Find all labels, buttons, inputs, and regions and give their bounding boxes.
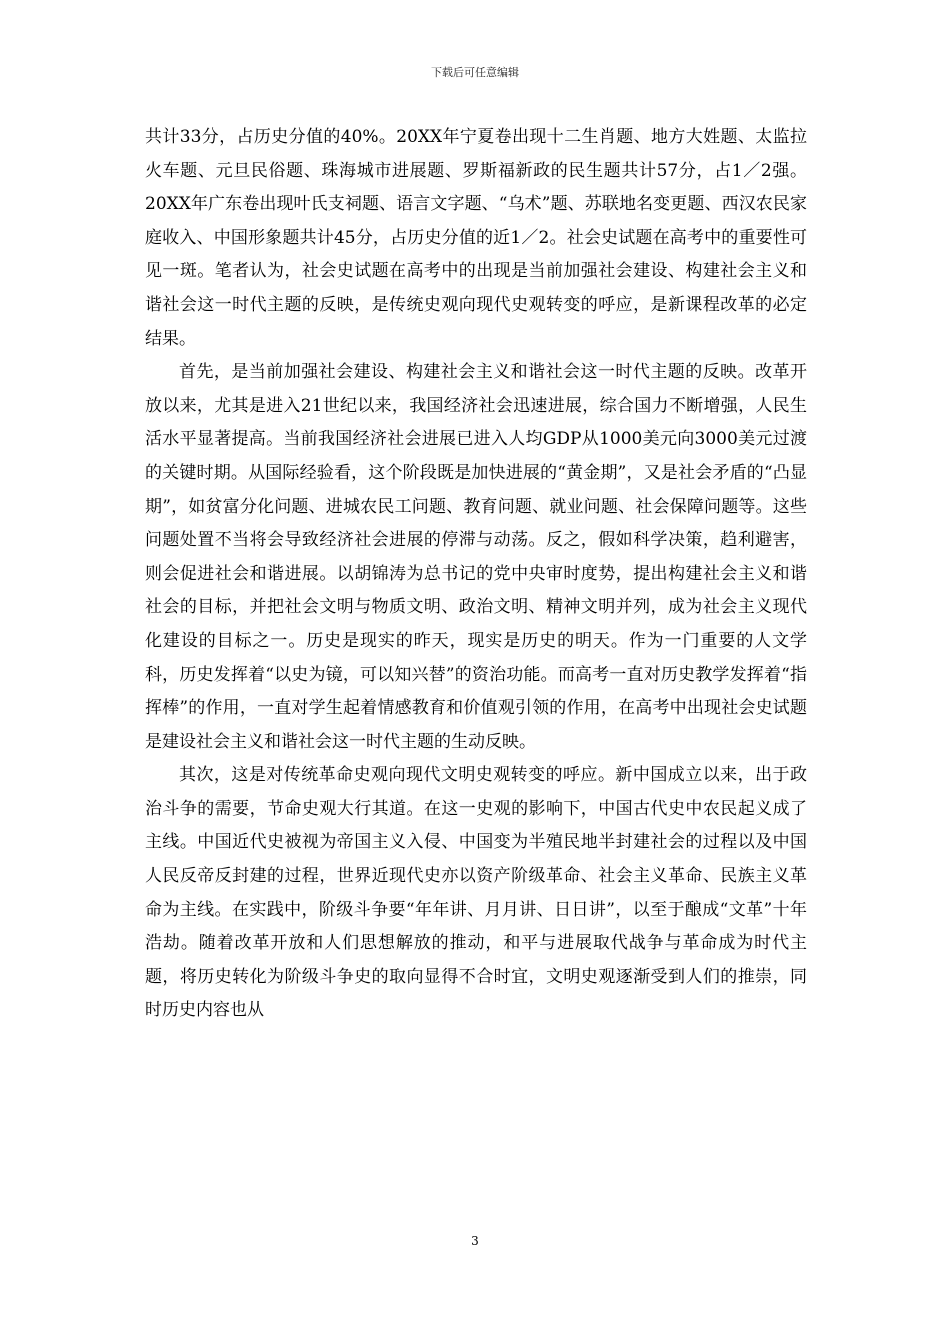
document-body — [145, 121, 807, 1028]
page-header: 下载后可任意编辑 — [431, 66, 519, 79]
page-number: 3 — [471, 1234, 479, 1248]
paragraph-first-point: 首先，是当前加强社会建设、构建社会主义和谐社会这一时代主题的反映。改革开放以来，尤其是进入21世纪以来，我国经济社会迅速进展，综合国力不断增强，人民生活水平显著提高。当前我国经济社会进展已进入人均GDP从1000美元向3000美元过渡的关键时期。从国际经验看，这个阶段既是加快进展的“黄金期”，又是社会矛盾的“凸显期”，如贫富分化问题、进城农民工问题、教育问题、就业问题、社会保障问题等。这些问题处置不当将会导致经济社会进展的停滞与动荡。反之，假如科学决策，趋利避害，则会促进社会和谐进展。以胡锦涛为总书记的党中央审时度势，提出构建社会主义和谐社会的目标，并把社会文明与物质文明、政治文明、精神文明并列，成为社会主义现代化建设的目标之一。历史是现实的昨天，现实是历史的明天。作为一门重要的人文学科，历史发挥着“以史为镜，可以知兴替”的资治功能。而高考一直对历史教学发挥着“指挥棒”的作用，一直对学生起着情感教育和价值观引领的作用，在高考中出现社会史试题是建设社会主义和谐社会这一时代主题的生动反映。 — [145, 362, 807, 752]
paragraph-second-point: 其次，这是对传统革命史观向现代文明史观转变的呼应。新中国成立以来，出于政治斗争的需要，节命史观大行其道。在这一史观的影响下，中国古代史中农民起义成了主线。中国近代史被视为帝国主义入侵、中国变为半殖民地半封建社会的过程以及中国人民反帝反封建的过程，世界近现代史亦以资产阶级革命、社会主义革命、民族主义革命为主线。在实践中，阶级斗争要“年年讲、月月讲、日日讲”，以至于酿成“文革”十年浩劫。随着改革开放和人们思想解放的推动，和平与进展取代战争与革命成为时代主题，将历史转化为阶级斗争史的取向显得不合时宜，文明史观逐渐受到人们的推崇，同时历史内容也从 — [145, 765, 807, 1021]
paragraph-continuation: 共计33分，占历史分值的40%。20XX年宁夏卷出现十二生肖题、地方大姓题、太监拉火车题、元旦民俗题、珠海城市进展题、罗斯福新政的民生题共计57分，占1／2强。20XX年广东卷出现叶氏支祠题、语言文字题、“乌术”题、苏联地名变更题、西汉农民家庭收入、中国形象题共计45分，占历史分值的近1／2。社会史试题在高考中的重要性可见一斑。笔者认为，社会史试题在高考中的出现是当前加强社会建设、构建社会主义和谐社会这一时代主题的反映，是传统史观向现代史观转变的呼应，是新课程改革的必定结果。 — [145, 127, 807, 349]
